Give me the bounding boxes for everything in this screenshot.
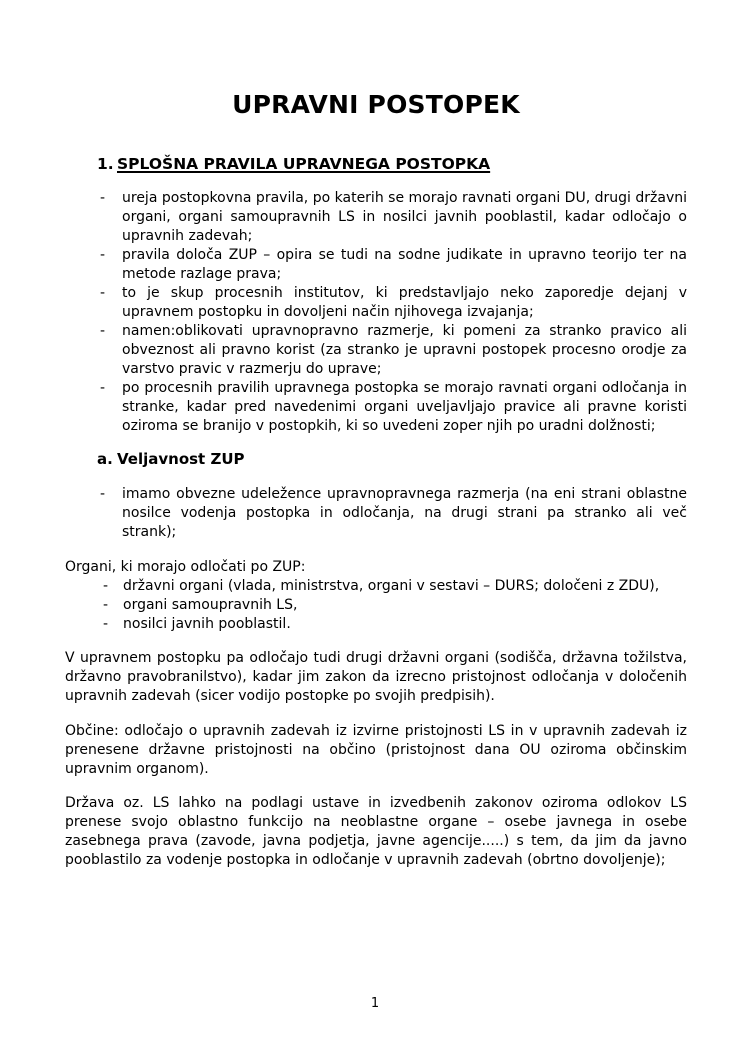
paragraph: V upravnem postopku pa odločajo tudi drugi državni organi (sodišča, državna tožilstva, državno pravobranilstvo), kadar jim zakon da izrecno pristojnost odločanja v določenih upravnih zadevah (sicer vodijo postopke po svojih predpisih). [65, 650, 687, 704]
list-item [65, 596, 687, 615]
list-item [65, 284, 687, 322]
bullet-dash: - [100, 486, 106, 502]
bullet-dash: - [100, 247, 106, 263]
subsection-heading-text: Veljavnost ZUP [117, 450, 245, 468]
bullet-text: to je skup procesnih institutov, ki predstavljajo neko zaporedje dejanj v upravnem postopku in dovoljeni način njihovega izvajanja; [122, 285, 687, 320]
bullet-text: ureja postopkovna pravila, po katerih se morajo ravnati organi DU, drugi državni organi, organi samoupravnih LS in nosilci javnih pooblastil, kadar odločajo o upravnih zadevah; [122, 190, 687, 244]
section-bullet-list [65, 189, 687, 436]
bullet-dash: - [103, 597, 109, 613]
page-number: 1 [370, 996, 380, 1011]
subsection-number: a. [97, 450, 113, 468]
paragraph: Država oz. LS lahko na podlagi ustave in izvedbenih zakonov oziroma odlokov LS prenese svojo oblastno funkcijo na neoblastne organe – osebe javnega in osebe zasebnega prava (zavode, javna podjetja, javne agencije.....) s tem, da jim da javno pooblastilo za vodenje postopka in odločanje v upravnih zadevah (obrtno dovoljenje); [65, 795, 687, 868]
bullet-dash: - [103, 616, 109, 632]
bullet-dash: - [100, 190, 106, 206]
bullet-text: nosilci javnih pooblastil. [123, 616, 291, 632]
bullet-text: državni organi (vlada, ministrstva, organi v sestavi – DURS; določeni z ZDU), [123, 578, 660, 594]
paragraph: Občine: odločajo o upravnih zadevah iz izvirne pristojnosti LS in v upravnih zadevah iz prenesene državne pristojnosti na občino (pristojnost dana OU oziroma občinskim upravnim organom). [65, 723, 687, 777]
list-item [65, 322, 687, 379]
list-item [65, 246, 687, 284]
list-item [65, 577, 687, 596]
list-item [65, 485, 687, 542]
list-item [65, 189, 687, 246]
bullet-text: organi samoupravnih LS, [123, 597, 298, 613]
list-item [65, 379, 687, 436]
organi-list [65, 577, 687, 634]
bullet-dash: - [100, 323, 106, 339]
section-number: 1. [97, 155, 114, 173]
bullet-text: imamo obvezne udeležence upravnopravnega razmerja (na eni strani oblastne nosilce vodenja postopka in odločanja, na drugi strani pa stranko ali več strank); [122, 486, 687, 540]
bullet-dash: - [100, 380, 106, 396]
subsection-heading [65, 450, 687, 469]
section-heading [65, 155, 687, 174]
bullet-dash: - [100, 285, 106, 301]
section-heading-text: SPLOŠNA PRAVILA UPRAVNEGA POSTOPKA [117, 155, 491, 173]
document-title: UPRAVNI POSTOPEK [232, 90, 520, 119]
bullet-text: po procesnih pravilih upravnega postopka se morajo ravnati organi odločanja in stranke, kadar pred navedenimi organi uveljavljajo pravice ali pravne koristi oziroma se branijo v postopkih, ki so uvedeni zoper njih po uradni dolžnosti; [122, 380, 687, 434]
bullet-text: namen:oblikovati upravnopravno razmerje, ki pomeni za stranko pravico ali obveznost ali pravno korist (za stranko je upravni postopek procesno orodje za varstvo pravic v razmerju do uprave; [122, 323, 687, 377]
list-item [65, 615, 687, 634]
bullet-dash: - [103, 578, 109, 594]
subsection-bullet-list [65, 485, 687, 542]
bullet-text: pravila določa ZUP – opira se tudi na sodne judikate in upravno teorijo ter na metode razlage prava; [122, 247, 687, 282]
organi-intro-line: Organi, ki morajo odločati po ZUP: [65, 559, 306, 575]
